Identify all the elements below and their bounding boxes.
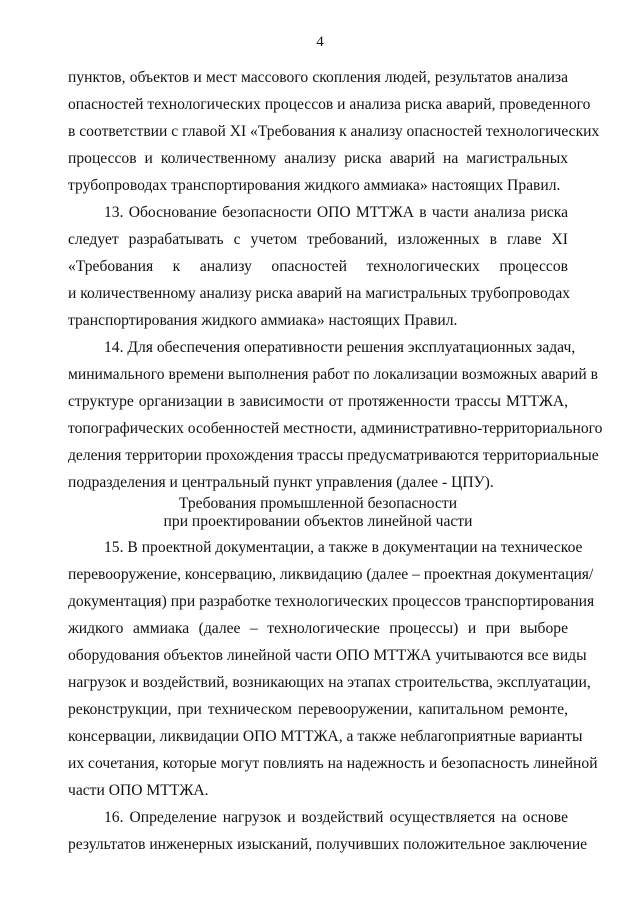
text-line: 14. Для обеспечения оперативности решения эксплуатационных задач, — [104, 339, 576, 356]
text-line: 13. Обоснование безопасности ОПО МТТЖА в части анализа риска — [104, 204, 568, 221]
text-line: их сочетания, которые могут повлиять на надежность и безопасность линейной — [68, 755, 598, 772]
text-line: консервации, ликвидации ОПО МТТЖА, а также неблагоприятные варианты — [68, 728, 583, 745]
text-line: деления территории прохождения трассы предусматриваются территориальные — [68, 447, 599, 464]
text-line: процессов и количественному анализу риска аварий на магистральных — [68, 150, 568, 167]
text-line: жидкого аммиака (далее – технологические процессы) и при выборе — [68, 620, 568, 637]
page-number: 4 — [316, 34, 324, 50]
text-line: следует разрабатывать с учетом требований, изложенных в главе XI — [68, 231, 568, 248]
text-line: пунктов, объектов и мест массового скопления людей, результатов анализа — [68, 69, 568, 86]
text-line: транспортирования жидкого аммиака» настоящих Правил. — [68, 312, 458, 329]
section-heading: Требования промышленной безопасности — [178, 495, 458, 512]
text-line: подразделения и центральный пункт управления (далее - ЦПУ). — [68, 474, 494, 491]
text-line: реконструкции, при техническом перевооружении, капитальном ремонте, — [68, 701, 568, 718]
text-line: минимального времени выполнения работ по локализации возможных аварий в — [68, 366, 598, 383]
text-line: части ОПО МТТЖА. — [68, 782, 209, 799]
text-line: «Требования к анализу опасностей технологических процессов — [68, 258, 568, 275]
text-line: 16. Определение нагрузок и воздействий осуществляется на основе — [104, 809, 568, 826]
text-line: в соответствии с главой XI «Требования к анализу опасностей технологических — [68, 123, 600, 140]
text-line: оборудования объектов линейной части ОПО МТТЖА учитываются все виды — [68, 647, 587, 664]
text-line: документация) при разработке технологических процессов транспортирования — [68, 593, 595, 610]
section-heading: при проектировании объектов линейной части — [163, 513, 473, 530]
text-line: нагрузок и воздействий, возникающих на этапах строительства, эксплуатации, — [68, 674, 591, 691]
text-line: результатов инженерных изысканий, получивших положительное заключение — [68, 836, 588, 853]
text-line: 15. В проектной документации, а также в документации на техническое — [104, 539, 583, 556]
text-line: и количественному анализу риска аварий на магистральных трубопроводах — [68, 285, 571, 302]
text-line: структуре организации в зависимости от протяженности трассы МТТЖА, — [68, 393, 568, 410]
text-line: опасностей технологических процессов и анализа риска аварий, проведенного — [68, 96, 591, 113]
text-line: перевооружение, консервацию, ликвидацию (далее – проектная документация/ — [68, 566, 594, 583]
text-line: трубопроводах транспортирования жидкого аммиака» настоящих Правил. — [68, 177, 561, 194]
text-line: топографических особенностей местности, административно-территориального — [68, 420, 603, 437]
